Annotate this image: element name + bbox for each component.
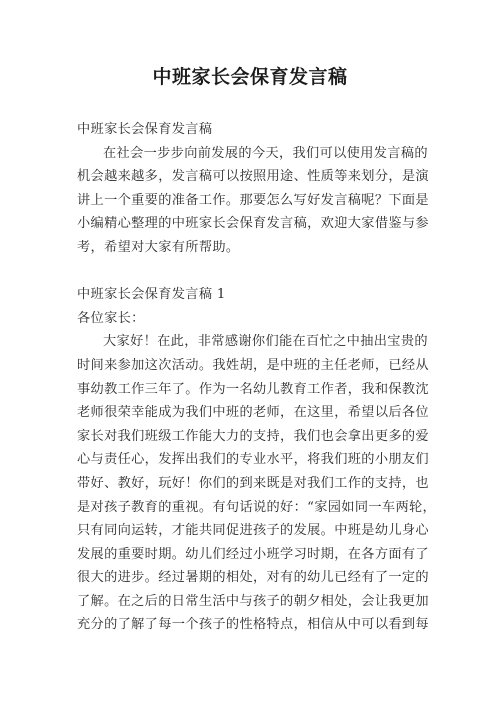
document-title: 中班家长会保育发言稿 <box>152 66 348 88</box>
section-heading-intro: 中班家长会保育发言稿 <box>77 122 213 137</box>
paragraph-line: 事幼教工作三年了。作为一名幼儿教育工作者，我和保教沈 <box>77 381 429 397</box>
paragraph-line: 时间来参加这次活动。我姓胡，是中班的主任老师，已经从 <box>77 357 429 373</box>
paragraph-line: 小编精心整理的中班家长会保育发言稿，欢迎大家借鉴与参 <box>77 216 429 232</box>
paragraph-line: 了解。在之后的日常生活中与孩子的朝夕相处，会让我更加 <box>77 593 429 609</box>
paragraph-line: 带好、教好，玩好！你们的到来既是对我们工作的支持，也 <box>77 475 429 491</box>
paragraph-line: 心与责任心，发挥出我们的专业水平，将我们班的小朋友们 <box>77 452 429 468</box>
paragraph-line: 老师很荣幸能成为我们中班的老师，在这里，希望以后各位 <box>77 405 429 421</box>
paragraph-spacer <box>77 260 427 284</box>
paragraph-line: 机会越来越多，发言稿可以按照用途、性质等来划分，是演 <box>77 169 429 185</box>
paragraph-line: 大家好！在此，非常感谢你们能在百忙之中抽出宝贵的 <box>103 334 428 350</box>
paragraph-line: 只有同向运转，才能共同促进孩子的发展。中班是幼儿身心 <box>77 523 429 539</box>
section-heading-1: 中班家长会保育发言稿 1 <box>77 287 226 303</box>
salutation: 各位家长： <box>77 310 145 326</box>
paragraph-line: 家长对我们班级工作能大力的支持，我们也会拿出更多的爱 <box>77 428 429 444</box>
paragraph-line: 发展的重要时期。幼儿们经过小班学习时期，在各方面有了 <box>77 546 429 562</box>
paragraph-line: 充分的了解了每一个孩子的性格特点，相信从中可以看到每 <box>77 617 429 633</box>
paragraph-line: 考，希望对大家有所帮助。 <box>77 239 240 255</box>
document-body <box>77 118 437 637</box>
paragraph-line: 在社会一步步向前发展的今天，我们可以使用发言稿的 <box>103 145 428 161</box>
paragraph-line: 很大的进步。经过暑期的相处，对有的幼儿已经有了一定的 <box>77 570 429 586</box>
paragraph-line: 是对孩子教育的重视。有句话说的好：“家园如同一车两轮， <box>77 499 437 515</box>
paragraph-line: 讲上一个重要的准备工作。那要怎么写好发言稿呢？下面是 <box>77 192 429 208</box>
